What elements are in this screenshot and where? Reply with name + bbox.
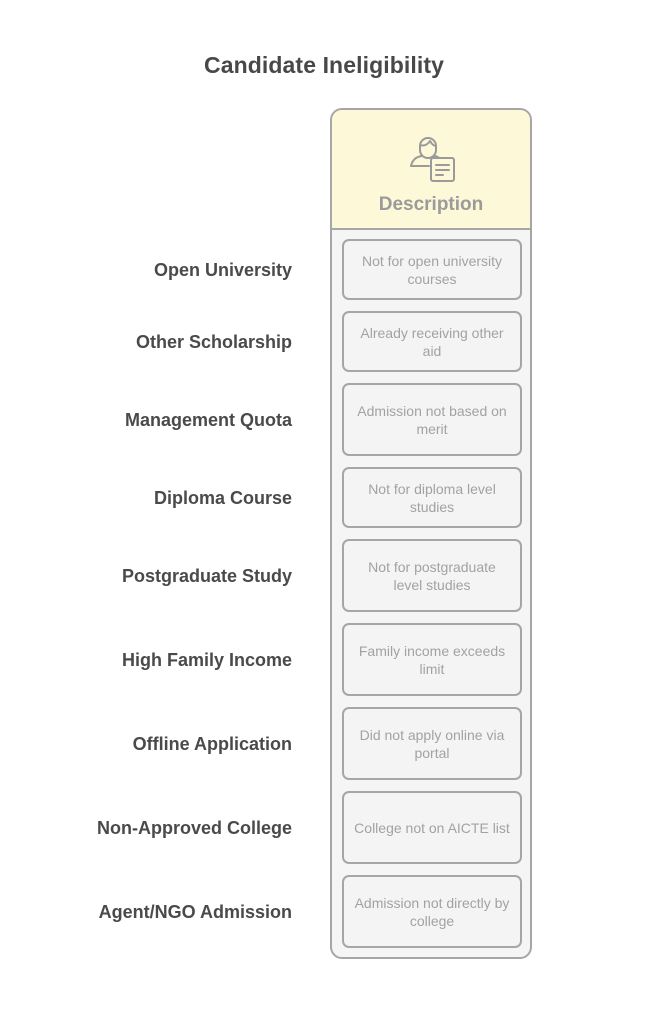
row-description: Family income exceeds limit bbox=[342, 623, 522, 696]
row-label: Postgraduate Study bbox=[121, 566, 292, 586]
row-description: Admission not directly by college bbox=[342, 875, 522, 948]
row-description: College not on AICTE list bbox=[342, 791, 522, 864]
person-document-icon bbox=[408, 132, 460, 184]
row-label: Non-Approved College bbox=[96, 818, 292, 838]
row-description: Not for open university courses bbox=[342, 239, 522, 300]
row-description: Admission not based on merit bbox=[342, 383, 522, 456]
row-label: Other Scholarship bbox=[135, 332, 292, 352]
row-label: Diploma Course bbox=[153, 488, 292, 508]
row-description: Not for diploma level studies bbox=[342, 467, 522, 528]
column-header bbox=[332, 110, 530, 230]
row-description: Already receiving other aid bbox=[342, 311, 522, 372]
row-label: Agent/NGO Admission bbox=[98, 902, 292, 922]
row-description: Did not apply online via portal bbox=[342, 707, 522, 780]
row-label: Offline Application bbox=[132, 734, 292, 754]
diagram-title: Candidate Ineligibility bbox=[204, 52, 444, 78]
row-label: High Family Income bbox=[121, 650, 292, 670]
column-header-label: Description bbox=[378, 194, 484, 215]
row-description: Not for postgraduate level studies bbox=[342, 539, 522, 612]
row-label: Management Quota bbox=[124, 410, 292, 430]
row-label: Open University bbox=[153, 260, 292, 280]
